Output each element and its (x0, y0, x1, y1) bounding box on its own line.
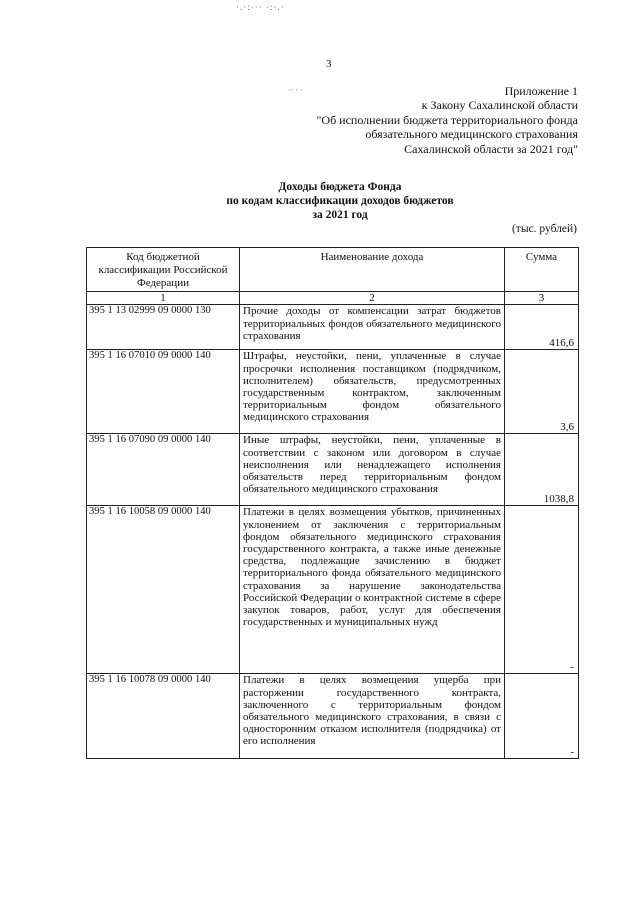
row-code: 395 1 16 07010 09 0000 140 (87, 350, 240, 434)
row-code: 395 1 16 10078 09 0000 140 (87, 674, 240, 759)
title-line: Доходы бюджета Фонда (278, 181, 402, 193)
appendix-line: "Об исполнении бюджета территориального фонда (316, 112, 578, 127)
row-amount: - (505, 506, 579, 674)
table-row (87, 350, 579, 434)
table-row (87, 674, 579, 759)
row-code: 395 1 13 02999 09 0000 130 (87, 305, 240, 350)
row-amount: - (505, 674, 579, 759)
header-name: Наименование дохода (240, 248, 505, 292)
table-row (87, 305, 579, 350)
row-amount: 416,6 (505, 305, 579, 350)
row-name: Платежи в целях возмещения убытков, причиненных уклонением от заключения с территориальным фондом обязательного медицинского страхования государственного контракта, а также иные денежные средства, подлежащие зачислению в бюджет территориального фонда обязательного медицинского страхования за нарушение законодательства Российской Федерации о контрактной системе в сфере закупок товаров, работ, услуг для обеспечения государственных и муниципальных нужд (240, 506, 505, 674)
appendix-header (317, 84, 579, 156)
row-name: Прочие доходы от компенсации затрат бюджетов территориальных фондов обязательного медицинского страхования (240, 305, 505, 350)
column-number: 2 (240, 292, 505, 305)
table-row (87, 506, 579, 674)
column-number: 3 (505, 292, 579, 305)
appendix-line: обязательного медицинского страхования (365, 127, 578, 142)
row-code: 395 1 16 07090 09 0000 140 (87, 434, 240, 506)
table-header-row (87, 248, 579, 292)
scan-noise: ·.·:··· ·:·.· (236, 2, 285, 12)
row-code: 395 1 16 10058 09 0000 140 (87, 506, 240, 674)
column-number: 1 (87, 292, 240, 305)
appendix-line: Приложение 1 (504, 84, 578, 98)
row-amount: 1038,8 (505, 434, 579, 506)
row-name: Иные штрафы, неустойки, пени, уплаченные в соответствии с законом или договором в случае неисполнения или ненадлежащего исполнения обязательств перед территориальным фондом обязательного медицинского страхования (240, 434, 505, 506)
header-amount: Сумма (505, 248, 579, 292)
row-name: Платежи в целях возмещения ущерба при расторжении государственного контракта, заключенного с территориальным фондом обязательного медицинского страхования, в связи с односторонним отказом исполнителя (подрядчика) от его исполнения (240, 674, 505, 759)
column-numbers-row (87, 292, 579, 305)
header-code: Код бюджетной классификации Российской Федерации (87, 248, 240, 292)
title-line: за 2021 год (312, 209, 368, 221)
document-title (150, 180, 530, 222)
table-row (87, 434, 579, 506)
appendix-line: Сахалинской области за 2021 год" (404, 141, 578, 156)
page-number: 3 (326, 58, 332, 70)
scan-noise-mark: ·· · · (288, 86, 303, 95)
units-label: (тыс. рублей) (511, 223, 577, 235)
appendix-line: к Закону Сахалинской области (421, 98, 578, 113)
income-table (86, 247, 579, 759)
row-name: Штрафы, неустойки, пени, уплаченные в случае просрочки исполнения поставщиком (подрядчиком, исполнителем) обязательств, предусмотренных государственным контрактом, заключенным территориальным фондом обязательного медицинского страхования (240, 350, 505, 434)
title-line: по кодам классификации доходов бюджетов (226, 195, 454, 207)
row-amount: 3,6 (505, 350, 579, 434)
